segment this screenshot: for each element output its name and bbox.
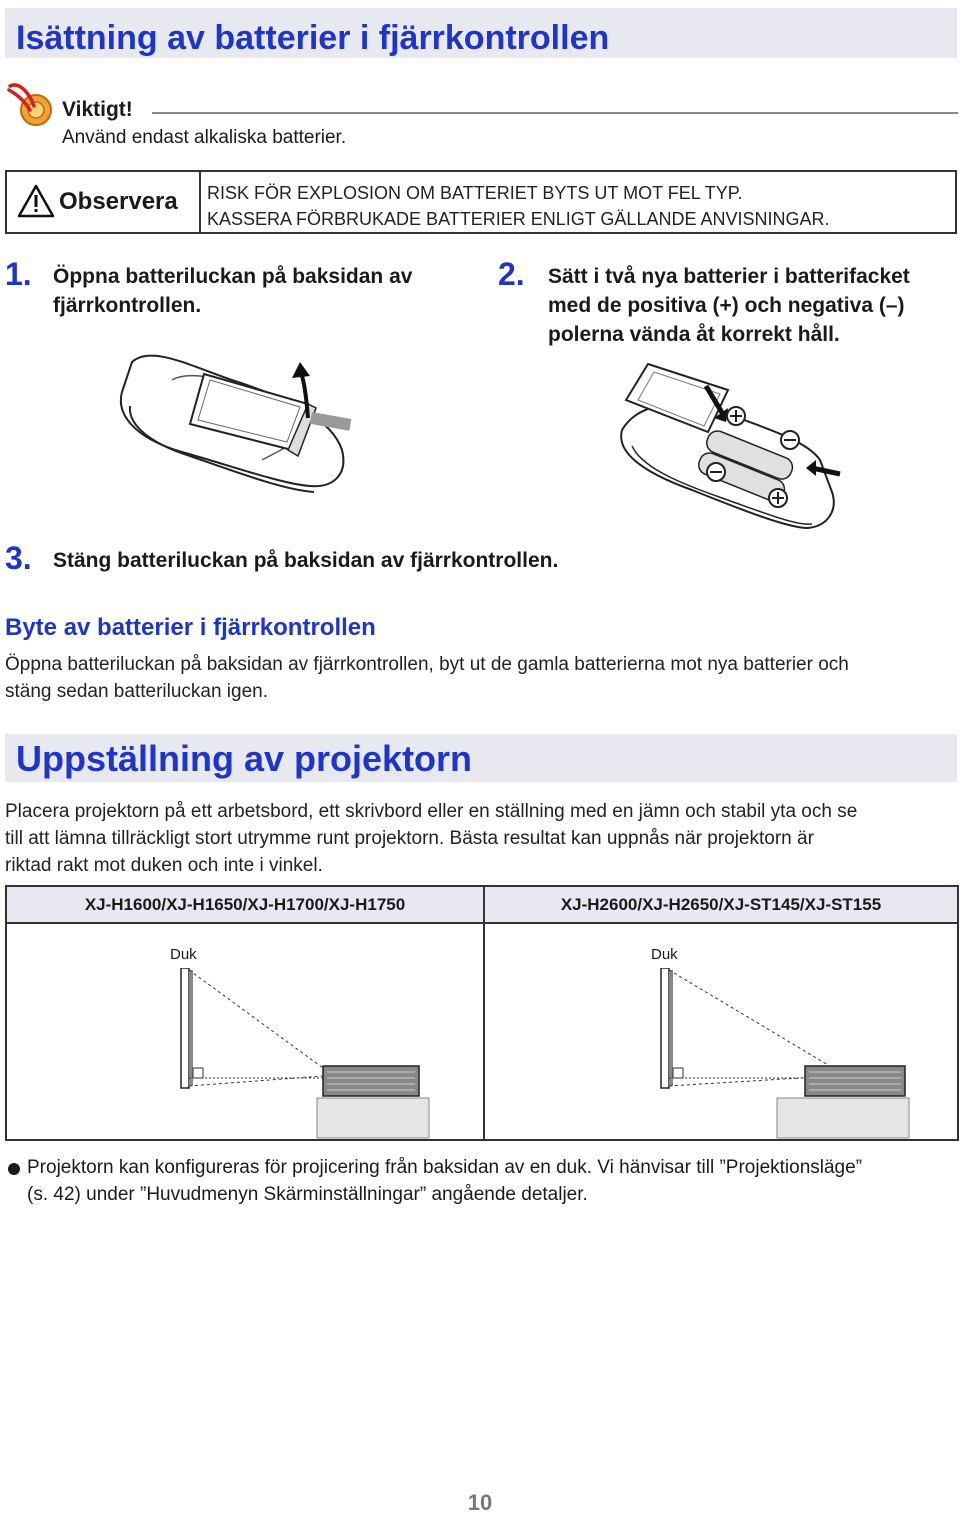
warning-triangle-icon (17, 184, 55, 218)
replace-paragraph (5, 651, 849, 705)
step-3 (5, 540, 955, 580)
step-text (548, 262, 910, 349)
caution-box (5, 170, 957, 234)
step-line: Sätt i två nya batterier i batterifacket (548, 265, 910, 288)
page-number: 10 (467, 1490, 493, 1515)
divider (152, 112, 958, 114)
models-table (5, 885, 959, 1141)
bullet-icon (8, 1163, 20, 1175)
section-band (5, 734, 957, 782)
screen-label: Duk (170, 946, 197, 963)
paragraph-line: Öppna batteriluckan på baksidan av fjärrkontrollen, byt ut de gamla batterierna mot nya batterier och (5, 654, 849, 675)
step-line: med de positiva (+) och negativa (–) (548, 294, 905, 317)
step-number: 3. (5, 540, 32, 576)
step-text: Stäng batteriluckan på baksidan av fjärrkontrollen. (53, 549, 559, 572)
screen-label: Duk (651, 946, 678, 963)
section-title: Uppställning av projektorn (16, 738, 473, 779)
projection-diagram (657, 968, 917, 1142)
table-row (6, 923, 958, 1140)
caution-label: Observera (59, 188, 178, 215)
caution-message (207, 180, 830, 232)
important-icon (6, 80, 54, 128)
table-header-cell: XJ-H1600/XJ-H1650/XJ-H1700/XJ-H1750 (6, 886, 484, 923)
important-label: Viktigt! (62, 98, 133, 121)
paragraph-line: Placera projektorn på ett arbetsbord, ett skrivbord eller en ställning med en jämn och stabil yta och se (5, 801, 858, 822)
step-text (53, 262, 412, 320)
paragraph-line: stäng sedan batteriluckan igen. (5, 681, 269, 702)
caution-header (7, 172, 201, 232)
caution-line: KASSERA FÖRBRUKADE BATTERIER ENLIGT GÄLLANDE ANVISNINGAR. (207, 209, 830, 229)
bullet-text (27, 1154, 957, 1208)
section-heading: Byte av batterier i fjärrkontrollen (5, 614, 376, 641)
remote-open-illustration (112, 334, 362, 498)
table-header-cell: XJ-H2600/XJ-H2650/XJ-ST145/XJ-ST155 (484, 886, 958, 923)
step-line: Öppna batteriluckan på baksidan av (53, 265, 413, 288)
battery-insert-illustration (612, 360, 842, 536)
caution-line: RISK FÖR EXPLOSION OM BATTERIET BYTS UT MOT FEL TYP. (207, 183, 743, 203)
step-line: fjärrkontrollen. (53, 294, 202, 317)
paragraph-line: riktad rakt mot duken och inte i vinkel. (5, 855, 323, 876)
bullet-line: Projektorn kan konfigureras för projicering från baksidan av en duk. Vi hänvisar till ”Projektionsläge” (27, 1157, 863, 1178)
bullet-line: (s. 42) under ”Huvudmenyn Skärminställningar” angående detaljer. (27, 1184, 588, 1205)
page-title: Isättning av batterier i fjärrkontrollen (16, 19, 610, 57)
table-cell (484, 923, 958, 1140)
table-cell (6, 923, 484, 1140)
title-band (5, 8, 957, 58)
step-number: 2. (498, 256, 525, 292)
step-number: 1. (5, 256, 32, 292)
setup-paragraph (5, 798, 857, 879)
important-text: Använd endast alkaliska batterier. (62, 127, 347, 148)
step-line: polerna vända åt korrekt håll. (548, 323, 840, 346)
important-note (6, 80, 958, 150)
table-header-row (6, 886, 958, 923)
paragraph-line: till att lämna tillräckligt stort utrymme runt projektorn. Bästa resultat kan uppnås när projektorn är (5, 828, 814, 849)
projection-diagram (177, 968, 437, 1142)
